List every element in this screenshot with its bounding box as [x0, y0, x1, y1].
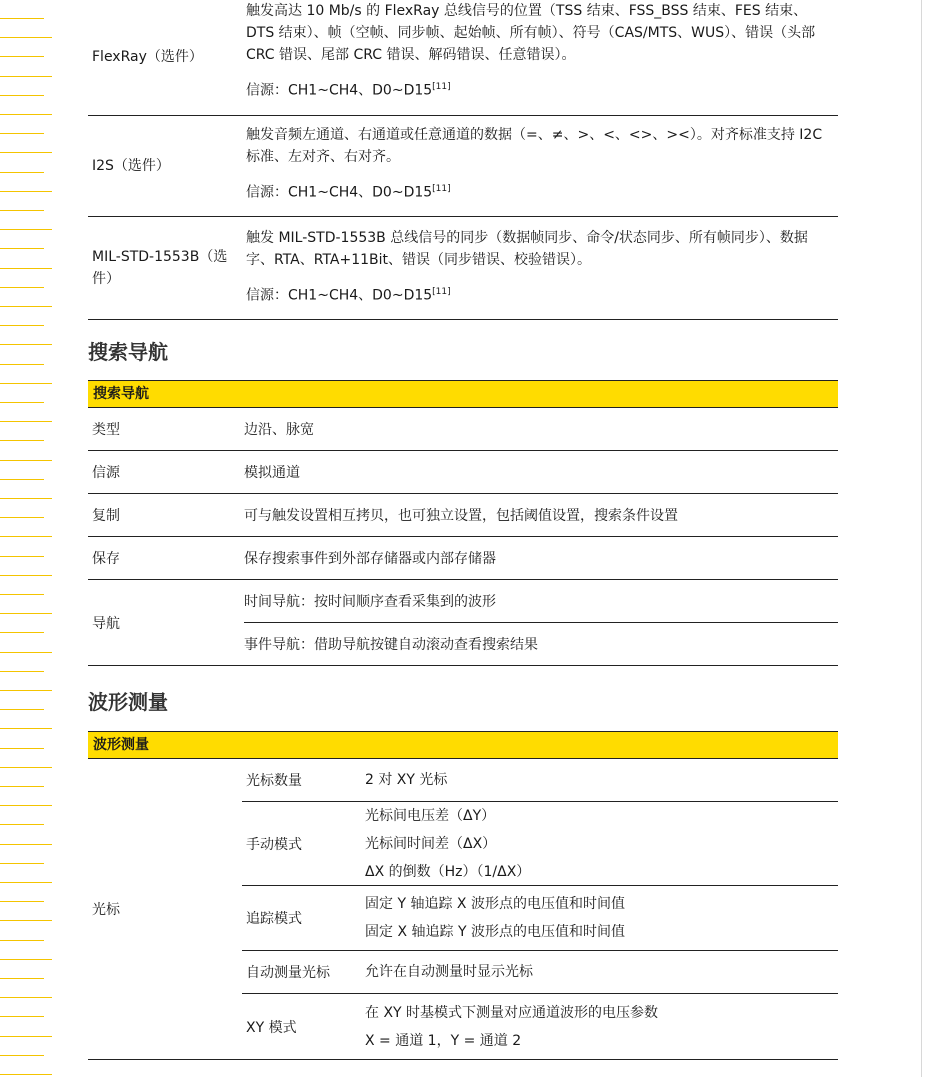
- footnote-ref: [11]: [432, 286, 451, 297]
- margin-tick: [0, 287, 44, 288]
- margin-tick: [0, 575, 52, 576]
- table-row: [88, 0, 838, 115]
- margin-tick: [0, 344, 52, 345]
- page-edge: [921, 0, 922, 1077]
- margin-tick: [0, 805, 52, 806]
- search-table: [88, 380, 838, 666]
- section-heading-search: 搜索导航: [88, 340, 168, 364]
- margin-tick: [0, 364, 44, 365]
- margin-tick: [0, 325, 44, 326]
- measure-table: [88, 731, 838, 1060]
- margin-tick: [0, 690, 52, 691]
- footnote-ref: [11]: [432, 183, 451, 194]
- margin-tick: [0, 1074, 52, 1075]
- margin-tick: [0, 594, 44, 595]
- row-label: I2S（选件）: [92, 157, 170, 174]
- margin-tick: [0, 940, 44, 941]
- nav-item: 事件导航：借助导航按键自动滚动查看搜索结果: [244, 622, 838, 665]
- table-row: XY 模式 在 XY 时基模式下测量对应通道波形的电压参数 X = 通道 1，Y = 通道 2: [246, 1004, 659, 1049]
- table-row: 手动模式 光标间电压差（ΔY） 光标间时间差（ΔX） ΔX 的倒数（Hz）（1/ΔX）: [242, 802, 838, 886]
- margin-tick: [0, 1036, 52, 1037]
- margin-tick: [0, 248, 44, 249]
- table-row: 光标数量 2 对 XY 光标: [242, 759, 838, 802]
- cursor-group: [88, 759, 838, 1060]
- margin-tick: [0, 498, 52, 499]
- section-heading-measure: 波形测量: [88, 690, 168, 714]
- margin-tick: [0, 210, 44, 211]
- margin-tick: [0, 306, 52, 307]
- margin-tick: [0, 440, 44, 441]
- margin-tick: [0, 863, 44, 864]
- margin-tick: [0, 786, 44, 787]
- margin-tick: [0, 978, 44, 979]
- margin-tick: [0, 383, 52, 384]
- margin-tick: [0, 191, 52, 192]
- footnote-ref: [11]: [432, 82, 451, 92]
- margin-tick: [0, 172, 44, 173]
- margin-tick: [0, 479, 44, 480]
- margin-tick: [0, 76, 52, 77]
- section-bar-search: 搜索导航: [88, 380, 838, 408]
- margin-tick: [0, 460, 52, 461]
- margin-tick: [0, 95, 44, 96]
- table-row-navigation: 导航 时间导航：按时间顺序查看采集到的波形 事件导航：借助导航按键自动滚动查看搜索结果: [88, 580, 838, 666]
- row-source: 信源：CH1~CH4、D0~D15: [246, 82, 433, 99]
- margin-tick: [0, 1016, 44, 1017]
- cursor-label: 光标: [92, 902, 120, 918]
- margin-tick: [0, 824, 44, 825]
- margin-tick: [0, 18, 44, 19]
- margin-tick: [0, 114, 52, 115]
- row-desc: 触发 MIL-STD-1553B 总线信号的同步（数据帧同步、命令/状态同步、所有帧同步）、数据字、RTA、RTA+11Bit、错误（同步错误、校验错误）。: [246, 229, 808, 268]
- margin-tick: [0, 748, 44, 749]
- margin-tick: [0, 920, 52, 921]
- table-row: 复制 可与触发设置相互拷贝，也可独立设置，包括阈值设置，搜索条件设置: [88, 494, 838, 537]
- margin-tick: [0, 421, 52, 422]
- bus-trigger-table: [88, 0, 838, 320]
- table-row: 类型 边沿、脉宽: [88, 408, 838, 451]
- margin-tick: [0, 402, 44, 403]
- margin-tick: [0, 844, 52, 845]
- margin-tick: [0, 671, 44, 672]
- row-label: MIL-STD-1553B（选件）: [92, 248, 228, 287]
- margin-tick: [0, 767, 52, 768]
- row-label: FlexRay（选件）: [92, 49, 203, 66]
- nav-item: 时间导航：按时间顺序查看采集到的波形: [244, 594, 496, 610]
- margin-tick: [0, 229, 52, 230]
- section-bar-measure: 波形测量: [88, 731, 838, 759]
- margin-tick: [0, 268, 52, 269]
- table-row: 追踪模式 固定 Y 轴追踪 X 波形点的电压值和时间值 固定 X 轴追踪 Y 波形点的电压值和时间值: [242, 886, 838, 951]
- margin-tick: [0, 728, 52, 729]
- margin-tick: [0, 959, 52, 960]
- margin-tick: [0, 632, 44, 633]
- margin-tick: [0, 901, 44, 902]
- margin-tick: [0, 56, 44, 57]
- margin-tick: [0, 152, 52, 153]
- margin-tick: [0, 613, 52, 614]
- margin-tick: [0, 882, 52, 883]
- table-row: 信源 模拟通道: [88, 451, 838, 494]
- margin-tick: [0, 1055, 44, 1056]
- row-desc: 触发高达 10 Mb/s 的 FlexRay 总线信号的位置（TSS 结束、FSS_BSS 结束、FES 结束、DTS 结束）、帧（空帧、同步帧、起始帧、所有帧）、符号（CAS/MTS、WUS）、错误（头部 CRC 错误、尾部 CRC 错误、解码错误、任意错误）。: [246, 3, 816, 63]
- margin-tick: [0, 556, 44, 557]
- margin-tick: [0, 37, 52, 38]
- spec-content: [88, 0, 838, 1049]
- table-row: [88, 115, 838, 216]
- table-row: 自动测量光标 允许在自动测量时显示光标: [242, 951, 838, 994]
- table-row: [88, 216, 838, 319]
- margin-tick: [0, 517, 44, 518]
- row-source: 信源：CH1~CH4、D0~D15: [246, 287, 433, 304]
- table-row: 保存 保存搜索事件到外部存储器或内部存储器: [88, 537, 838, 580]
- row-desc: 触发音频左通道、右通道或任意通道的数据（=、≠、>、<、<>、><）。对齐标准支持 I2C 标准、左对齐、右对齐。: [246, 126, 823, 165]
- margin-tick: [0, 652, 52, 653]
- margin-tick-strip: [0, 0, 60, 1077]
- margin-tick: [0, 997, 52, 998]
- row-source: 信源：CH1~CH4、D0~D15: [246, 184, 433, 201]
- margin-tick: [0, 536, 52, 537]
- margin-tick: [0, 133, 44, 134]
- margin-tick: [0, 709, 44, 710]
